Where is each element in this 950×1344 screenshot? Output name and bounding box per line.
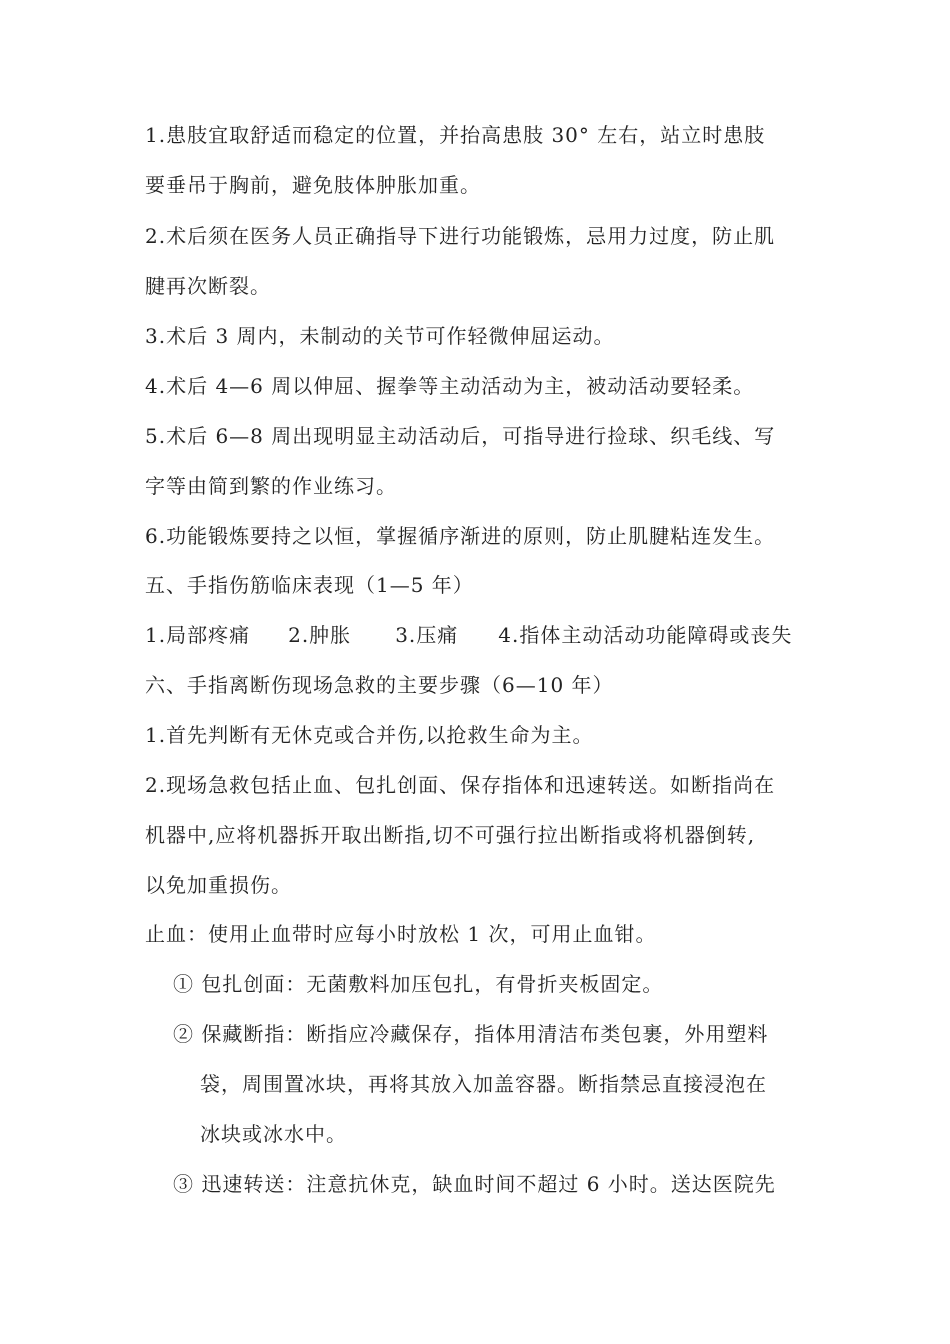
paragraph-line: 腱再次断裂。 xyxy=(145,274,271,298)
paragraph-line: 6.功能锻炼要持之以恒，掌握循序渐进的原则，防止肌腱粘连发生。 xyxy=(145,524,776,548)
paragraph-line: 5.术后 6—8 周出现明显主动活动后，可指导进行捡球、织毛线、写 xyxy=(145,424,776,448)
section-heading: 五、手指伤筋临床表现（1—5 年） xyxy=(145,573,474,597)
paragraph-line: 2.现场急救包括止血、包扎创面、保存指体和迅速转送。如断指尚在 xyxy=(145,773,776,797)
paragraph-line: 1.患肢宜取舒适而稳定的位置，并抬高患肢 30° 左右，站立时患肢 xyxy=(145,123,766,147)
paragraph-line: 袋，周围置冰块，再将其放入加盖容器。断指禁忌直接浸泡在 xyxy=(200,1072,767,1096)
paragraph-line: 2.术后须在医务人员正确指导下进行功能锻炼，忌用力过度，防止肌 xyxy=(145,224,776,248)
paragraph-line: 机器中,应将机器拆开取出断指,切不可强行拉出断指或将机器倒转, xyxy=(145,823,756,847)
symptom-item: 2.肿胀 xyxy=(288,623,352,647)
paragraph-line: 4.术后 4—6 周以伸屈、握拳等主动活动为主，被动活动要轻柔。 xyxy=(145,374,755,398)
symptom-item: 1.局部疼痛 xyxy=(145,623,251,647)
numbered-step: ② 保藏断指：断指应冷藏保存，指体用清洁布类包裹，外用塑料 xyxy=(173,1022,769,1046)
paragraph-line: 以免加重损伤。 xyxy=(145,873,292,897)
paragraph-line: 止血：使用止血带时应每小时放松 1 次，可用止血钳。 xyxy=(145,922,657,946)
paragraph-line: 3.术后 3 周内，未制动的关节可作轻微伸屈运动。 xyxy=(145,324,615,348)
numbered-step: ③ 迅速转送：注意抗休克，缺血时间不超过 6 小时。送达医院先 xyxy=(173,1172,776,1196)
symptom-item: 3.压痛 xyxy=(395,623,459,647)
paragraph-line: 1.首先判断有无休克或合并伤,以抢救生命为主。 xyxy=(145,723,594,747)
paragraph-line: 冰块或冰水中。 xyxy=(200,1122,347,1146)
symptom-list xyxy=(145,622,792,648)
paragraph-line: 要垂吊于胸前，避免肢体肿胀加重。 xyxy=(145,173,481,197)
symptom-item: 4.指体主动活动功能障碍或丧失 xyxy=(498,623,793,647)
paragraph-line: 字等由简到繁的作业练习。 xyxy=(145,474,397,498)
numbered-step: ① 包扎创面：无菌敷料加压包扎，有骨折夹板固定。 xyxy=(173,972,664,996)
section-heading: 六、手指离断伤现场急救的主要步骤（6—10 年） xyxy=(145,673,614,697)
